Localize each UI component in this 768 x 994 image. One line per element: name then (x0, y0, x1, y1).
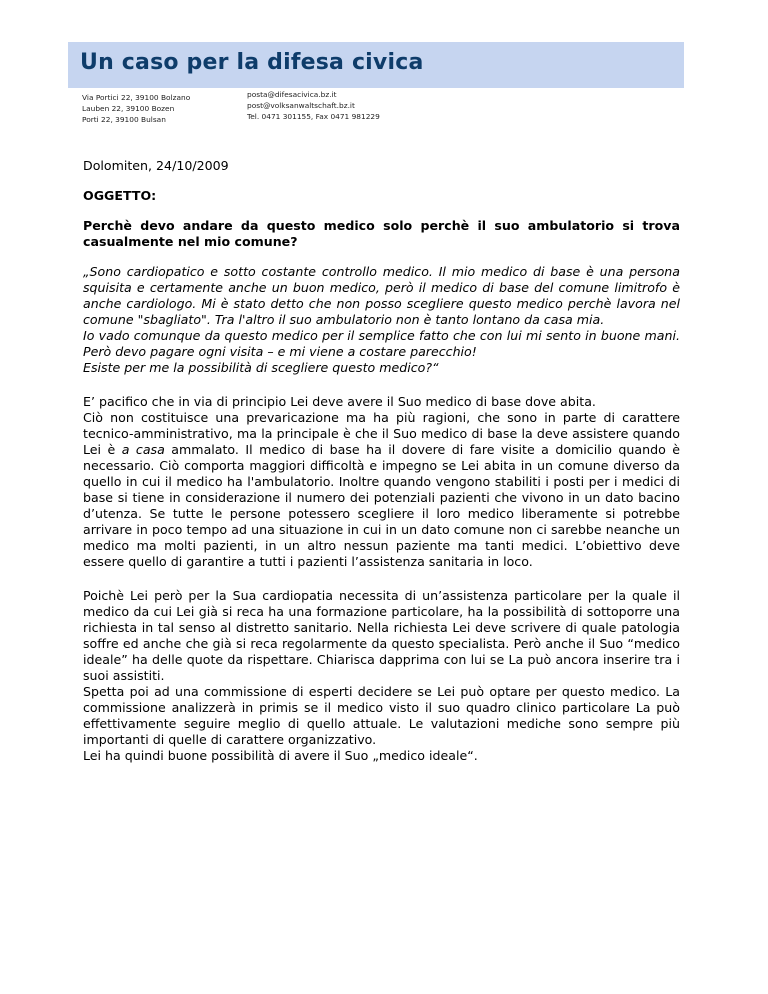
email-it: posta@difesacivica.bz.it (247, 90, 337, 99)
letter-date: Dolomiten, 24/10/2009 (83, 158, 229, 173)
answer-text-part: ammalato. Il medico di base ha il dovere di fare visite a domicilio quando è necessario. Ciò comporta maggiori difficoltà e impegno se Lei abita in un comune diverso da quello in cui il medico ha l'ambulatorio. Inoltre quando vengono stabiliti i posti per i medici di base si tiene in considerazione il numero dei potenziali pazienti che vivono in un dato bacino d’utenza. Se tutte le persone potessero scegliere il loro medico liberamente si potrebbe arrivare in poco tempo ad una situazione in cui in un dato comune non ci sarebbe neanche un medico ma molti pazienti, in un altro nessun paziente ma tanti medici. L’obiettivo deve essere quello di garantire a tutti i pazienti l’assistenza sanitaria in loco. (83, 442, 680, 569)
office-contacts (247, 89, 380, 122)
letter-body (83, 158, 680, 764)
answer-paragraph-2 (83, 588, 680, 764)
answer-text: Spetta poi ad una commissione di esperti decidere se Lei può optare per questo medico. La commissione analizzerà in primis se il medico visto il suo quadro clinico particolare La può effettivamente seguire meglio di quello attuale. Le valutazioni mediche sono sempre più importanti di quelle di carattere organizzativo. (83, 684, 680, 747)
address-line: Porti 22, 39100 Bulsan (82, 115, 166, 124)
quote-paragraph: Io vado comunque da questo medico per il semplice fatto che con lui mi sento in buone mani. Però devo pagare ogni visita – e mi viene a costare parecchio! (83, 328, 680, 359)
email-de: post@volksanwaltschaft.bz.it (247, 101, 355, 110)
phone-fax: Tel. 0471 301155, Fax 0471 981229 (247, 112, 380, 121)
answer-paragraph-1 (83, 394, 680, 570)
reader-letter-quote (83, 264, 680, 376)
answer-line: E’ pacifico che in via di principio Lei deve avere il Suo medico di base dove abita. (83, 394, 596, 409)
quote-paragraph: „Sono cardiopatico e sotto costante controllo medico. Il mio medico di base è una persona squisita e certamente anche un buon medico, però il medico di base del comune limitrofo è anche cardiologo. Mi è stato detto che non posso scegliere questo medico perchè lavora nel comune "sbagliato". Tra l'altro il suo ambulatorio non è tanto lontano da casa mia. (83, 264, 680, 327)
header-address-block (0, 0, 768, 124)
header-title: Un caso per la difesa civica (80, 50, 424, 75)
answer-text (83, 410, 680, 570)
emphasis-text: a casa (121, 442, 165, 457)
address-line: Lauben 22, 39100 Bozen (82, 104, 175, 113)
address-line: Via Portici 22, 39100 Bolzano (82, 93, 191, 102)
answer-closing: Lei ha quindi buone possibilità di avere il Suo „medico ideale“. (83, 748, 478, 763)
office-address (82, 92, 190, 125)
reader-question: Perchè devo andare da questo medico solo perchè il suo ambulatorio si trova casualmente nel mio comune? (83, 218, 680, 249)
answer-text-part: Ciò non costituisce una prevaricazione ma ha più ragioni, che sono in parte di carattere tecnico-amministrativo, ma la principale è che il Suo medico di base la deve assistere quando Lei è (83, 410, 680, 457)
answer-text: Poichè Lei però per la Sua cardiopatia necessita di un’assistenza particolare per la quale il medico da cui Lei già si reca ha una formazione particolare, ha la possibilità di sottoporre una richiesta in tal senso al distretto sanitario. Nella richiesta Lei deve scrivere di quale patologia soffre ed anche che già si reca regolarmente da questo specialista. Però anche il Suo “medico ideale” ha delle quote da rispettare. Chiarisca dapprima con lui se La può ancora inserire tra i suoi assistiti. (83, 588, 680, 683)
quote-paragraph: Esiste per me la possibilità di scegliere questo medico?“ (83, 360, 439, 375)
subject-label: OGGETTO: (83, 188, 157, 203)
